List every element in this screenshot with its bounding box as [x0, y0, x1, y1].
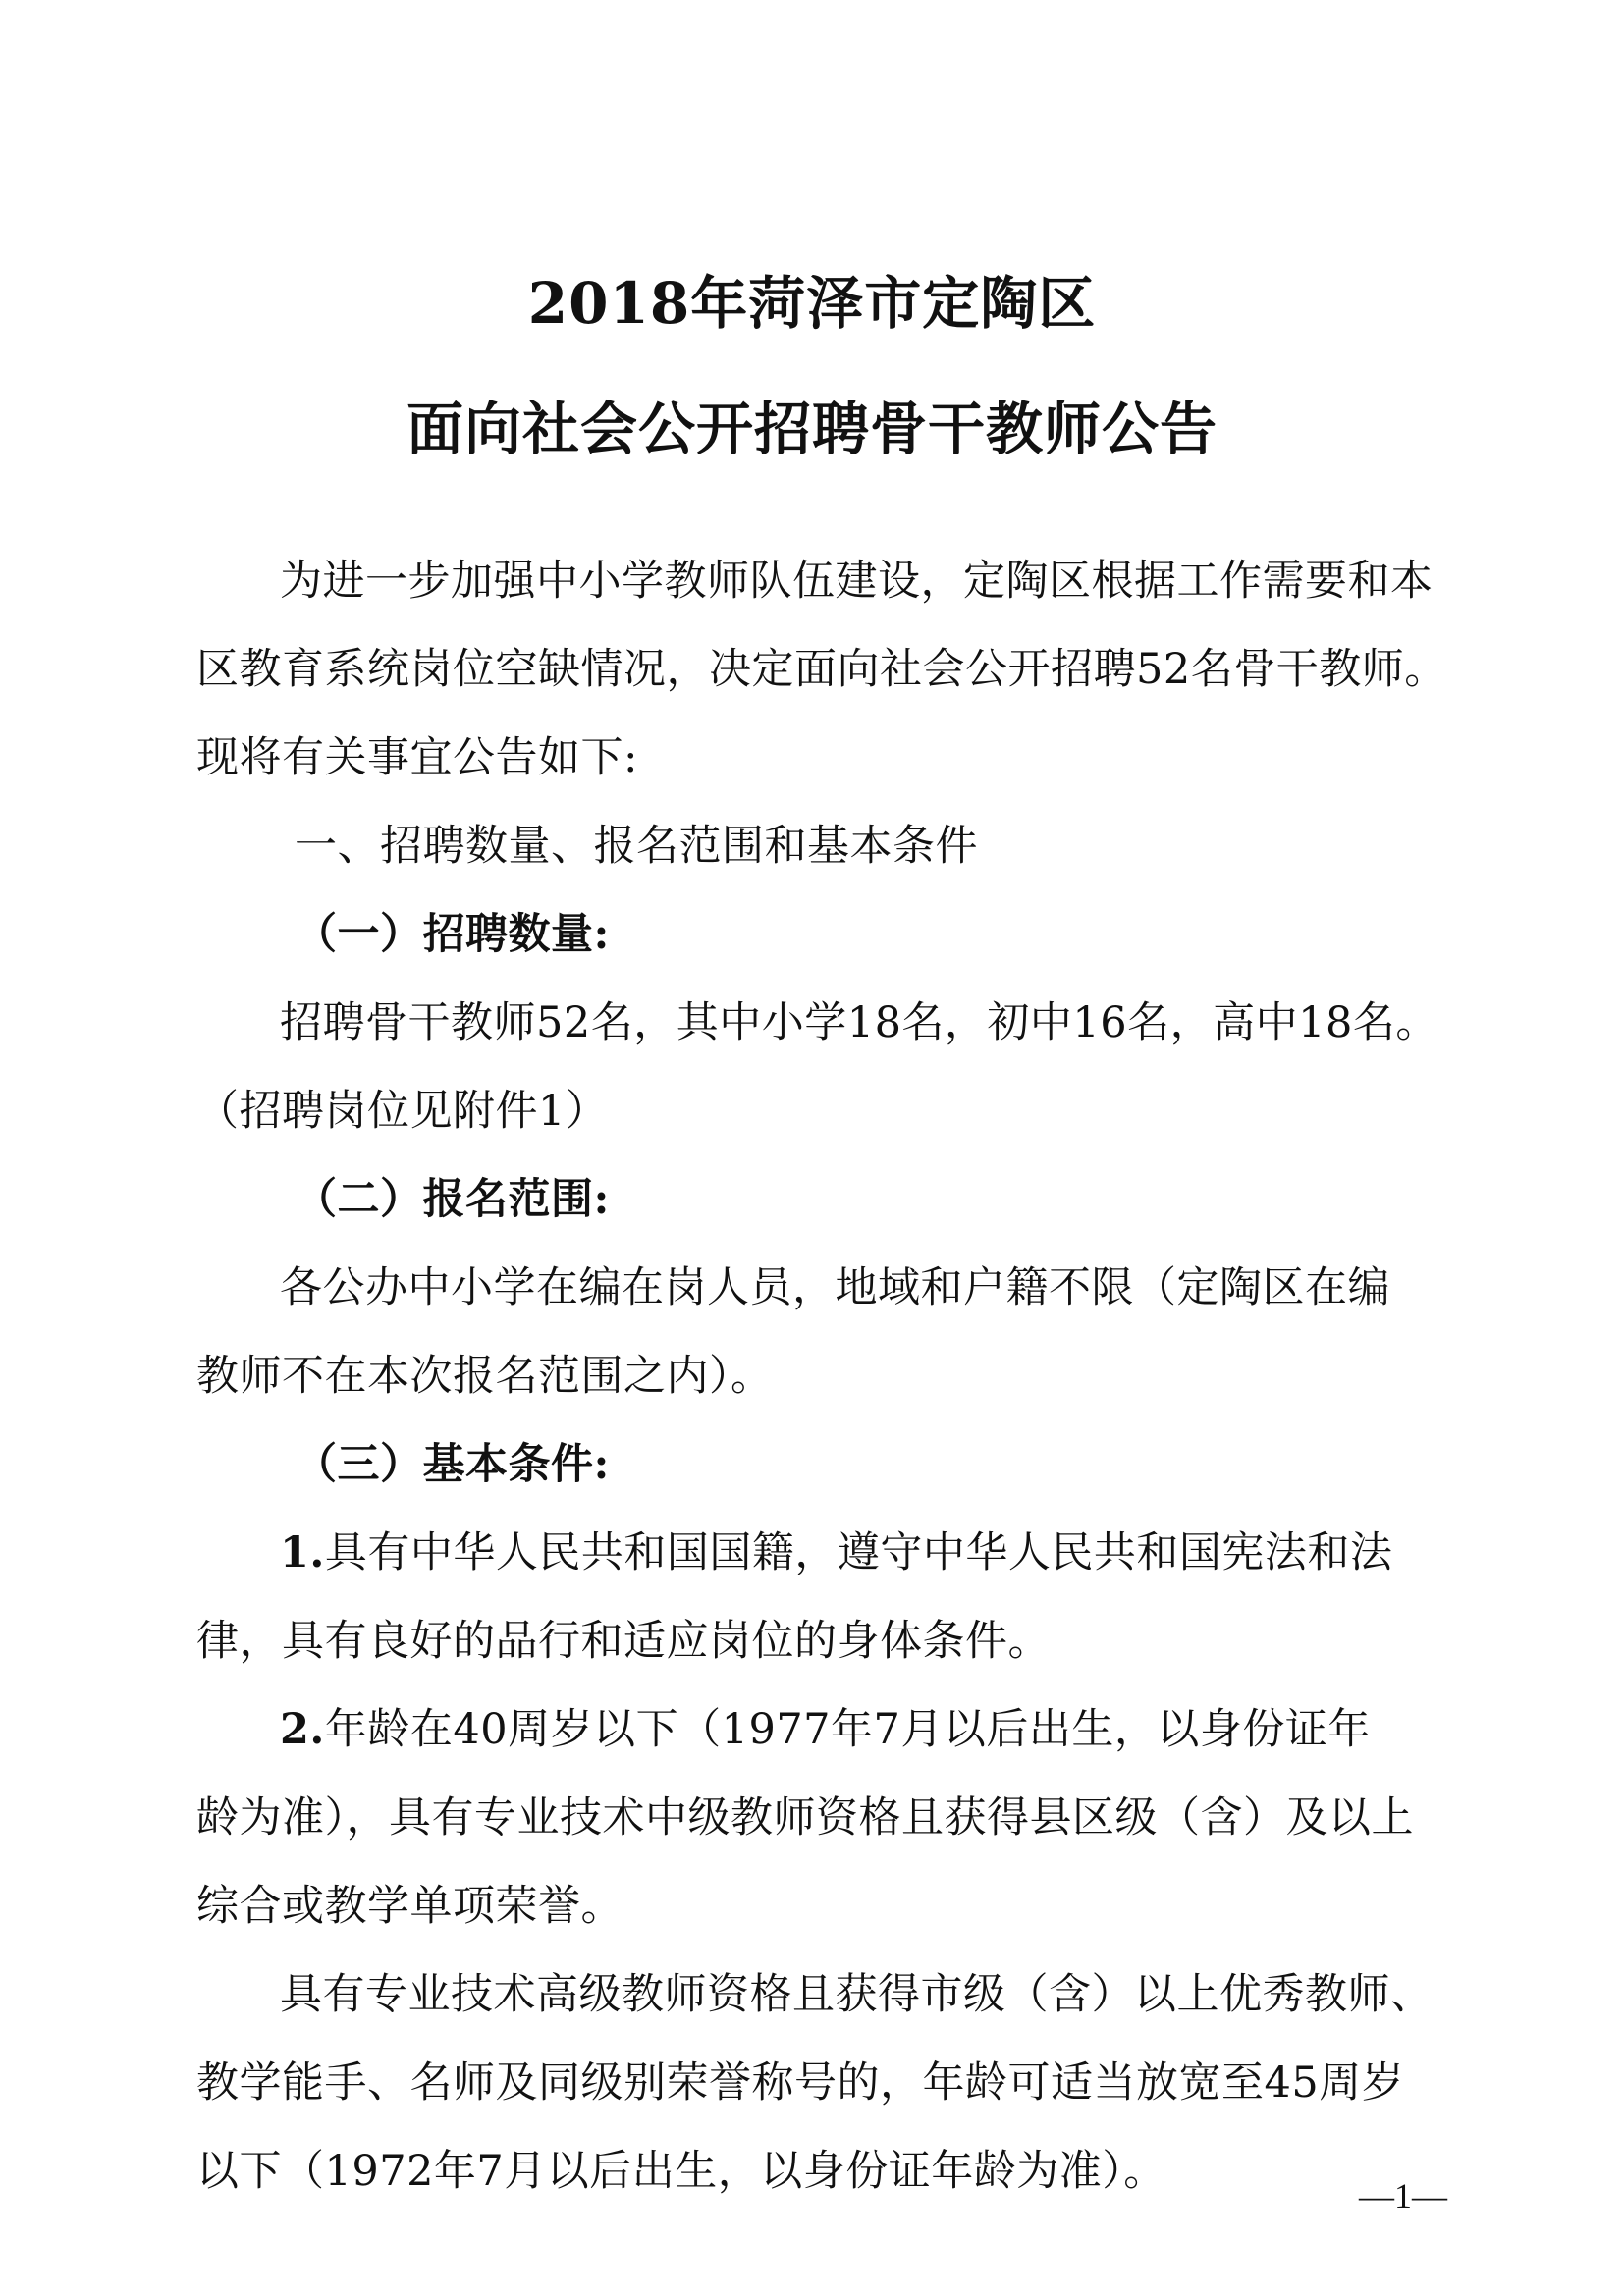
subsection-1-line-1: 招聘骨干教师52名，其中小学18名，初中16名，高中18名。 — [280, 998, 1438, 1047]
intro-line-1: 为进一步加强中小学教师队伍建设，定陶区根据工作需要和本 — [280, 557, 1434, 606]
intro-line-2: 区教育系统岗位空缺情况，决定面向社会公开招聘52名骨干教师。 — [196, 645, 1447, 694]
item-2-number: 2. — [280, 1705, 325, 1754]
subsection-1-line-2: （招聘岗位见附件1） — [196, 1087, 609, 1136]
subsection-2-line-1: 各公办中小学在编在岗人员，地域和户籍不限（定陶区在编 — [280, 1263, 1390, 1312]
document-title-line-2: 面向社会公开招聘骨干教师公告 — [406, 396, 1218, 462]
item-2-line-2: 龄为准），具有专业技术中级教师资格且获得县区级（含）及以上 — [196, 1793, 1414, 1842]
item-1-line-2: 律，具有良好的品行和适应岗位的身体条件。 — [196, 1617, 1051, 1666]
extra-line-2: 教学能手、名师及同级别荣誉称号的，年龄可适当放宽至45周岁 — [196, 2058, 1405, 2108]
page-number: —1— — [1359, 2176, 1447, 2216]
subsection-2-heading: （二）报名范围: — [295, 1175, 610, 1224]
section-1-heading: 一、招聘数量、报名范围和基本条件 — [295, 822, 978, 871]
item-2-line-1 — [0, 1702, 1624, 1757]
item-2-text: 年龄在40周岁以下（1977年7月以后出生，以身份证年 — [324, 1705, 1371, 1754]
intro-line-3: 现将有关事宜公告如下: — [196, 733, 638, 782]
item-2-line-3: 综合或教学单项荣誉。 — [196, 1882, 623, 1931]
extra-line-1: 具有专业技术高级教师资格且获得市级（含）以上优秀教师、 — [280, 1970, 1434, 2019]
subsection-3-heading: （三）基本条件: — [295, 1440, 610, 1489]
subsection-2-line-2: 教师不在本次报名范围之内）。 — [196, 1352, 774, 1401]
item-1-number: 1. — [280, 1528, 325, 1577]
item-1-line-1 — [0, 1525, 1624, 1580]
document-title-line-1: 2018年菏泽市定陶区 — [527, 270, 1097, 337]
subsection-1-heading: （一）招聘数量: — [295, 910, 610, 959]
item-1-text: 具有中华人民共和国国籍，遵守中华人民共和国宪法和法 — [324, 1528, 1393, 1577]
extra-line-3: 以下（1972年7月以后出生，以身份证年龄为准）。 — [196, 2147, 1166, 2196]
